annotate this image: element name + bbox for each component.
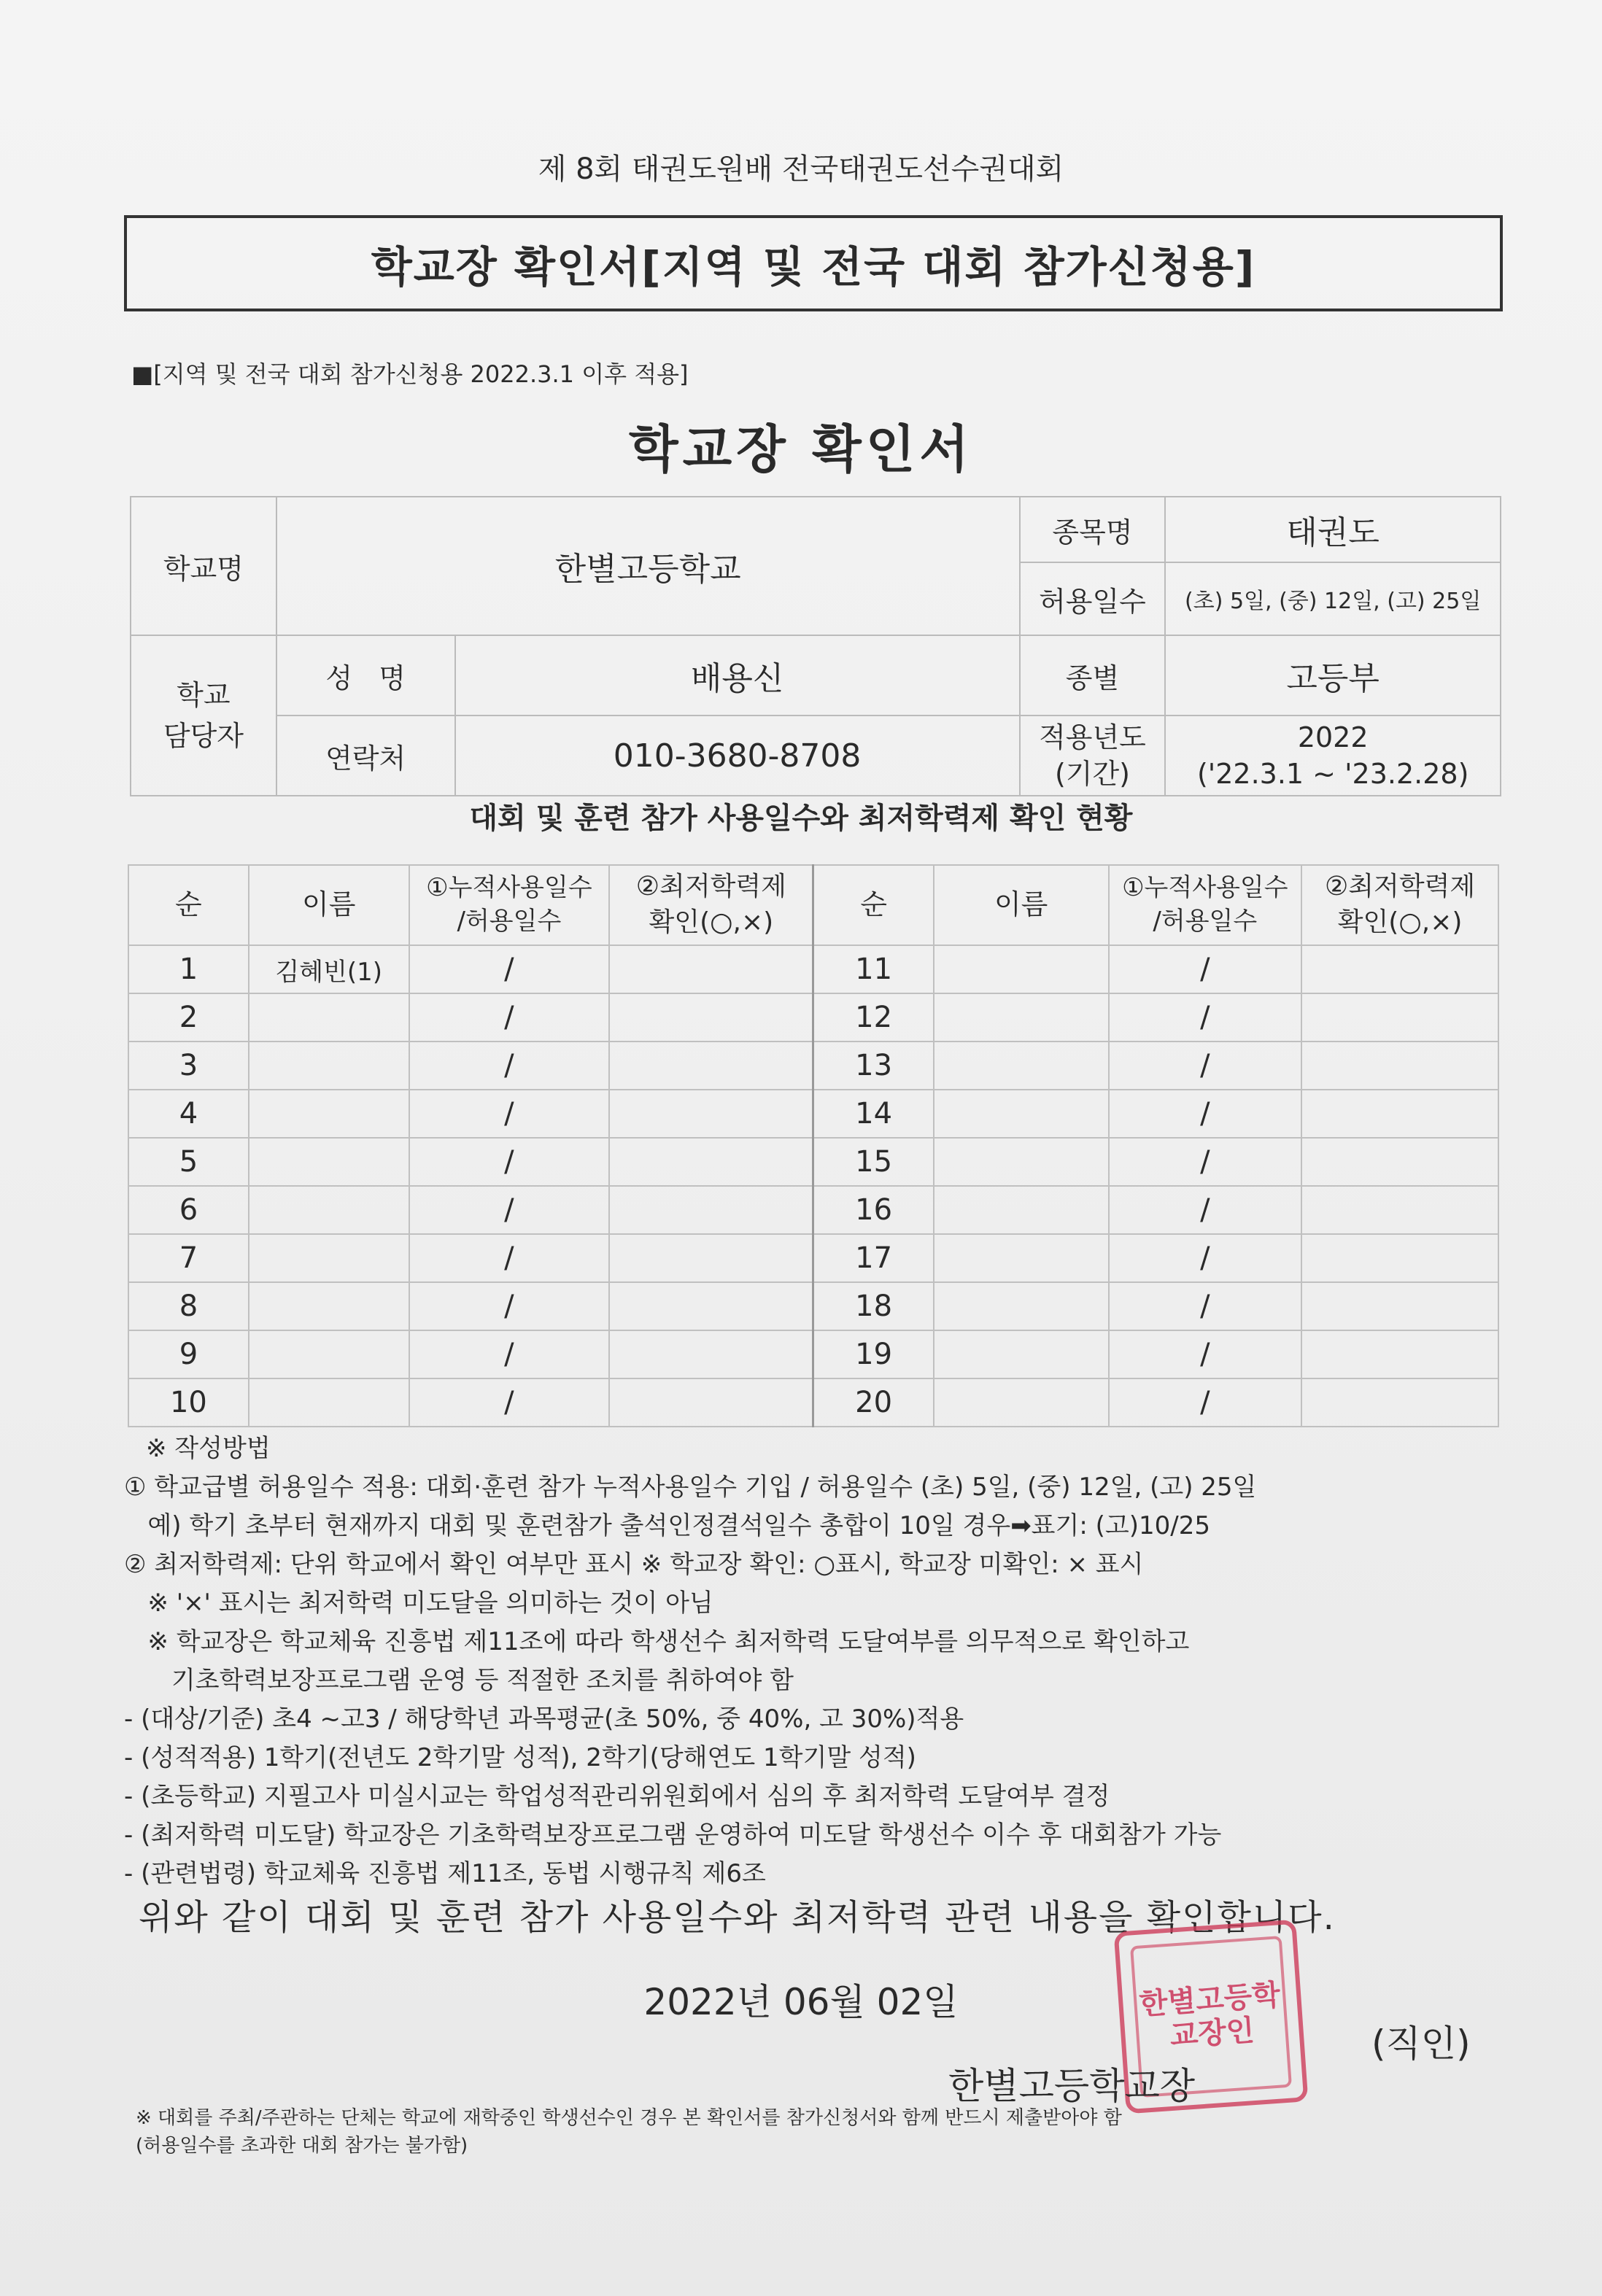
row-days: / <box>1109 1234 1302 1282</box>
row-name <box>934 993 1109 1042</box>
event-title: 제 8회 태권도원배 전국태권도선수권대회 <box>538 152 1064 186</box>
year-value: 2022 ('22.3.1 ~ '23.2.28) <box>1165 715 1501 796</box>
manager-name-value: 배용신 <box>455 635 1020 715</box>
row-days: / <box>409 945 610 993</box>
school-value: 한별고등학교 <box>276 497 1020 635</box>
row-number: 20 <box>813 1378 934 1427</box>
name-label: 성 명 <box>276 635 455 715</box>
row-check <box>609 1330 813 1378</box>
row-name <box>249 1234 409 1282</box>
row-days: / <box>409 1378 610 1427</box>
row-number: 5 <box>128 1138 249 1186</box>
table-row <box>128 1330 1498 1378</box>
guide-line: ② 최저학력제: 단위 학교에서 확인 여부만 표시 ※ 학교장 확인: ○표시, 학교장 미확인: × 표시 <box>124 1550 1144 1579</box>
row-name <box>934 1090 1109 1138</box>
row-days: / <box>409 1282 610 1330</box>
row-days: / <box>1109 1330 1302 1378</box>
footnote-line: ※ 대회를 주최/주관하는 단체는 학교에 재학중인 학생선수인 경우 본 확인서를 참가신청서와 함께 반드시 제출받아야 함 <box>136 2107 1122 2129</box>
row-name <box>934 1330 1109 1378</box>
row-number: 6 <box>128 1186 249 1234</box>
row-days: / <box>1109 1090 1302 1138</box>
header-no-left: 순 <box>128 865 249 945</box>
table-row <box>128 1042 1498 1090</box>
row-number: 19 <box>813 1330 934 1378</box>
table-row <box>128 1234 1498 1282</box>
row-days: / <box>1109 945 1302 993</box>
form-title-box <box>124 215 1503 311</box>
manager-label: 학교 담당자 <box>131 635 276 796</box>
principal-signature: 한별고등학교장 <box>948 2065 1196 2107</box>
row-days: / <box>409 1186 610 1234</box>
row-name <box>934 1378 1109 1427</box>
table-row <box>128 993 1498 1042</box>
row-name <box>934 945 1109 993</box>
row-name <box>249 1378 409 1427</box>
seal-icon: 한별고등학교장인 <box>1130 1936 1292 2098</box>
row-check <box>609 1378 813 1427</box>
applicability-note: ■[지역 및 전국 대회 참가신청용 2022.3.1 이후 적용] <box>131 360 689 388</box>
sport-value: 태권도 <box>1165 497 1501 562</box>
row-number: 4 <box>128 1090 249 1138</box>
contact-value: 010-3680-8708 <box>455 715 1020 796</box>
row-days: / <box>409 993 610 1042</box>
header-no-right: 순 <box>813 865 934 945</box>
guide-line: ① 학교급별 허용일수 적용: 대회·훈련 참가 누적사용일수 기입 / 허용일수 (초) 5일, (중) 12일, (고) 25일 <box>124 1473 1257 1502</box>
header-name-right: 이름 <box>934 865 1109 945</box>
row-name <box>934 1282 1109 1330</box>
table-row <box>128 1186 1498 1234</box>
row-check <box>1301 1378 1498 1427</box>
row-number: 13 <box>813 1042 934 1090</box>
row-name <box>249 1138 409 1186</box>
row-days: / <box>1109 993 1302 1042</box>
header-days-right: ①누적사용일수 /허용일수 <box>1109 865 1302 945</box>
division-label: 종별 <box>1020 635 1166 715</box>
row-check <box>609 945 813 993</box>
table-row <box>128 1378 1498 1427</box>
allowed-days-value: (초) 5일, (중) 12일, (고) 25일 <box>1165 562 1501 635</box>
row-name: 김혜빈(1) <box>249 945 409 993</box>
row-number: 3 <box>128 1042 249 1090</box>
row-name <box>249 1090 409 1138</box>
row-check <box>609 1042 813 1090</box>
table-row <box>128 1282 1498 1330</box>
header-name-left: 이름 <box>249 865 409 945</box>
year-label: 적용년도 (기간) <box>1020 715 1166 796</box>
row-check <box>1301 945 1498 993</box>
footnote-line: (허용일수를 초과한 대회 참가는 불가함) <box>136 2135 468 2157</box>
header-check-left: ②최저학력제 확인(○,×) <box>609 865 813 945</box>
guide-line: ※ 학교장은 학교체육 진흥법 제11조에 따라 학생선수 최저학력 도달여부를 의무적으로 확인하고 <box>124 1627 1190 1656</box>
row-days: / <box>1109 1378 1302 1427</box>
confirmation-statement: 위와 같이 대회 및 훈련 참가 사용일수와 최저학력 관련 내용을 확인합니다. <box>139 1897 1336 1938</box>
row-check <box>1301 993 1498 1042</box>
row-number: 8 <box>128 1282 249 1330</box>
row-check <box>1301 1330 1498 1378</box>
row-check <box>1301 1042 1498 1090</box>
row-name <box>934 1042 1109 1090</box>
guide-line: - (초등학교) 지필고사 미실시교는 학업성적관리위원회에서 심의 후 최저학력 도달여부 결정 <box>124 1782 1110 1811</box>
guide-line: - (대상/기준) 초4 ~고3 / 해당학년 과목평균(초 50%, 중 40%, 고 30%)적용 <box>124 1704 964 1734</box>
row-days: / <box>409 1234 610 1282</box>
row-name <box>249 1282 409 1330</box>
guide-line: 예) 학기 초부터 현재까지 대회 및 훈련참가 출석인정결석일수 총합이 10일 경우➡표기: (고)10/25 <box>124 1511 1210 1540</box>
school-info-table <box>130 496 1501 796</box>
row-days: / <box>1109 1186 1302 1234</box>
row-name <box>934 1234 1109 1282</box>
row-name <box>249 993 409 1042</box>
row-days: / <box>1109 1282 1302 1330</box>
sport-label: 종목명 <box>1020 497 1166 562</box>
issue-date: 2022년 06월 02일 <box>643 1981 959 2023</box>
row-number: 2 <box>128 993 249 1042</box>
row-number: 9 <box>128 1330 249 1378</box>
row-check <box>1301 1234 1498 1282</box>
row-number: 7 <box>128 1234 249 1282</box>
table-row <box>128 1090 1498 1138</box>
row-days: / <box>409 1042 610 1090</box>
guide-line: ※ '×' 표시는 최저학력 미도달을 의미하는 것이 아님 <box>124 1589 713 1618</box>
row-days: / <box>409 1138 610 1186</box>
row-number: 11 <box>813 945 934 993</box>
row-check <box>1301 1186 1498 1234</box>
row-number: 12 <box>813 993 934 1042</box>
row-check <box>609 1282 813 1330</box>
row-check <box>1301 1090 1498 1138</box>
row-check <box>609 993 813 1042</box>
guide-line: - (관련법령) 학교체육 진흥법 제11조, 동법 시행규칙 제6조 <box>124 1859 766 1888</box>
row-days: / <box>409 1090 610 1138</box>
seal-label: (직인) <box>1371 2022 1471 2065</box>
row-number: 18 <box>813 1282 934 1330</box>
instructions <box>124 1430 1495 1893</box>
row-days: / <box>1109 1042 1302 1090</box>
row-number: 14 <box>813 1090 934 1138</box>
division-value: 고등부 <box>1165 635 1501 715</box>
row-days: / <box>409 1330 610 1378</box>
guide-line: 기초학력보장프로그램 운영 등 적절한 조치를 취하여야 함 <box>124 1666 794 1695</box>
row-check <box>609 1138 813 1186</box>
header-days-left: ①누적사용일수 /허용일수 <box>409 865 610 945</box>
contact-label: 연락처 <box>276 715 455 796</box>
row-name <box>249 1330 409 1378</box>
header-check-right: ②최저학력제 확인(○,×) <box>1301 865 1498 945</box>
row-check <box>1301 1138 1498 1186</box>
row-name <box>934 1186 1109 1234</box>
row-name <box>249 1186 409 1234</box>
table-row <box>128 945 1498 993</box>
footnote <box>136 2104 1493 2160</box>
guide-line: - (최저학력 미도달) 학교장은 기초학력보장프로그램 운영하여 미도달 학생선수 이수 후 대회참가 가능 <box>124 1820 1222 1850</box>
row-number: 1 <box>128 945 249 993</box>
row-number: 17 <box>813 1234 934 1282</box>
row-days: / <box>1109 1138 1302 1186</box>
participation-table <box>128 864 1499 1427</box>
row-number: 16 <box>813 1186 934 1234</box>
table-row <box>128 1138 1498 1186</box>
row-number: 10 <box>128 1378 249 1427</box>
row-check <box>1301 1282 1498 1330</box>
guide-line: - (성적적용) 1학기(전년도 2학기말 성적), 2학기(당해연도 1학기말 성적) <box>124 1743 916 1772</box>
row-check <box>609 1090 813 1138</box>
school-label: 학교명 <box>131 497 276 635</box>
guide-line: ※ 작성방법 <box>146 1434 271 1463</box>
row-check <box>609 1234 813 1282</box>
form-title: 학교장 확인서[지역 및 전국 대회 참가신청용] <box>371 242 1256 292</box>
row-check <box>609 1186 813 1234</box>
row-name <box>249 1042 409 1090</box>
row-number: 15 <box>813 1138 934 1186</box>
allowed-days-label: 허용일수 <box>1020 562 1166 635</box>
page-title: 학교장 확인서 <box>628 419 974 479</box>
row-name <box>934 1138 1109 1186</box>
status-title: 대회 및 훈련 참가 사용일수와 최저학력제 확인 현황 <box>469 802 1133 835</box>
